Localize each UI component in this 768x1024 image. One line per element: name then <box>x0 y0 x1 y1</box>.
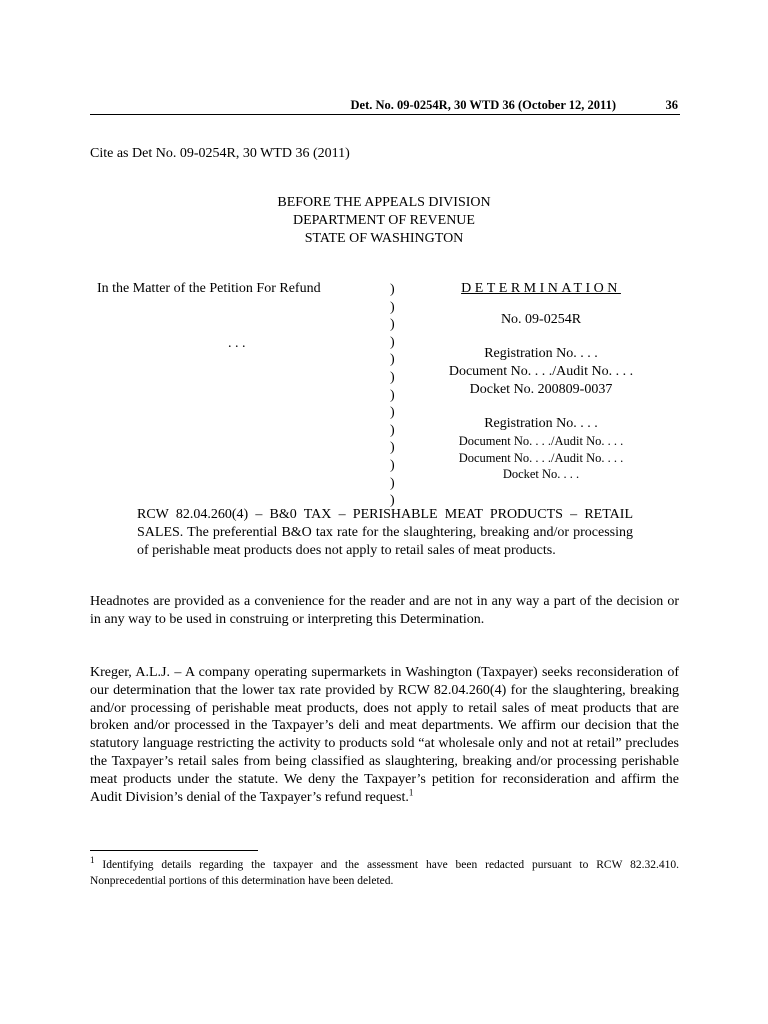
paren: ) <box>390 317 395 333</box>
footnote-reference: 1 <box>408 786 414 797</box>
paren: ) <box>390 422 395 438</box>
heading-line-2: DEPARTMENT OF REVENUE <box>293 213 475 228</box>
paren: ) <box>390 440 395 456</box>
running-header <box>90 97 680 115</box>
footnote-marker: 1 <box>90 855 95 866</box>
paren: ) <box>390 387 395 403</box>
registration-1: Registration No. . . . <box>484 346 598 361</box>
page-number: 36 <box>665 98 678 112</box>
document-2a: Document No. . . ./Audit No. . . . <box>458 434 624 448</box>
determination-number: No. 09-0254R <box>500 312 582 327</box>
paren: ) <box>390 352 395 368</box>
paren: ) <box>390 457 395 473</box>
document-2b: Document No. . . ./Audit No. . . . <box>458 450 624 465</box>
paren-column <box>390 281 395 510</box>
registration-2: Registration No. . . . <box>484 416 598 431</box>
paren: ) <box>390 369 395 385</box>
heading-line-1: BEFORE THE APPEALS DIVISION <box>277 195 491 210</box>
headnote: RCW 82.04.260(4) – B&0 TAX – PERISHABLE MEAT PRODUCTS – RETAIL SALES. The preferential B&O tax rate for the slaughtering, breaking and/or processing of perishable meat products does not apply to retail sales of meat products. <box>137 507 633 558</box>
docket-2: Docket No. . . . <box>502 467 580 481</box>
paren: ) <box>390 282 395 297</box>
citation-line: Cite as Det No. 09-0254R, 30 WTD 36 (2011) <box>90 146 350 161</box>
party-placeholder: . . . <box>228 336 246 351</box>
footnote <box>90 857 679 889</box>
paren: ) <box>390 493 395 509</box>
matter-text: In the Matter of the Petition For Refund <box>97 281 321 296</box>
disclaimer-paragraph: Headnotes are provided as a convenience for the reader and are not in any way a part of the decision or in any way to be used in construing or interpreting this Determination. <box>90 594 679 627</box>
document-1: Document No. . . ./Audit No. . . . <box>448 364 634 379</box>
paren: ) <box>390 334 395 350</box>
determination-title: DETERMINATION <box>461 281 621 296</box>
body-paragraph <box>90 664 679 806</box>
paren: ) <box>390 299 395 315</box>
header-reference: Det. No. 09-0254R, 30 WTD 36 (October 12, 2011) <box>350 98 616 112</box>
docket-1: Docket No. 200809-0037 <box>469 382 613 397</box>
paren: ) <box>390 405 395 421</box>
footnote-divider <box>90 850 258 851</box>
heading-line-3: STATE OF WASHINGTON <box>304 231 464 246</box>
tribunal-heading <box>0 194 768 248</box>
paren: ) <box>390 475 395 491</box>
footnote-text: Identifying details regarding the taxpayer and the assessment have been redacted pursuant to RCW 82.32.410. Nonprecedential portions of this determination have been deleted. <box>90 859 679 887</box>
determination-column <box>430 281 652 483</box>
body-text: Kreger, A.L.J. – A company operating supermarkets in Washington (Taxpayer) seeks reconsideration of our determination that the lower tax rate provided by RCW 82.04.260(4) for the slaughtering, breaking and/or processing of perishable meat products, does not apply to retail sales of meat products that are broken and/or processed in the Taxpayer’s deli and meat departments. We affirm our decision that the statutory language restricting the activity to products sold “at wholesale only and not at retail” precludes the Taxpayer’s retail sales from being classified as slaughtering, breaking and/or processing perishable meat products under the statute. We deny the Taxpayer’s petition for reconsideration and affirm the Audit Division’s denial of the Taxpayer’s refund request. <box>90 665 679 805</box>
